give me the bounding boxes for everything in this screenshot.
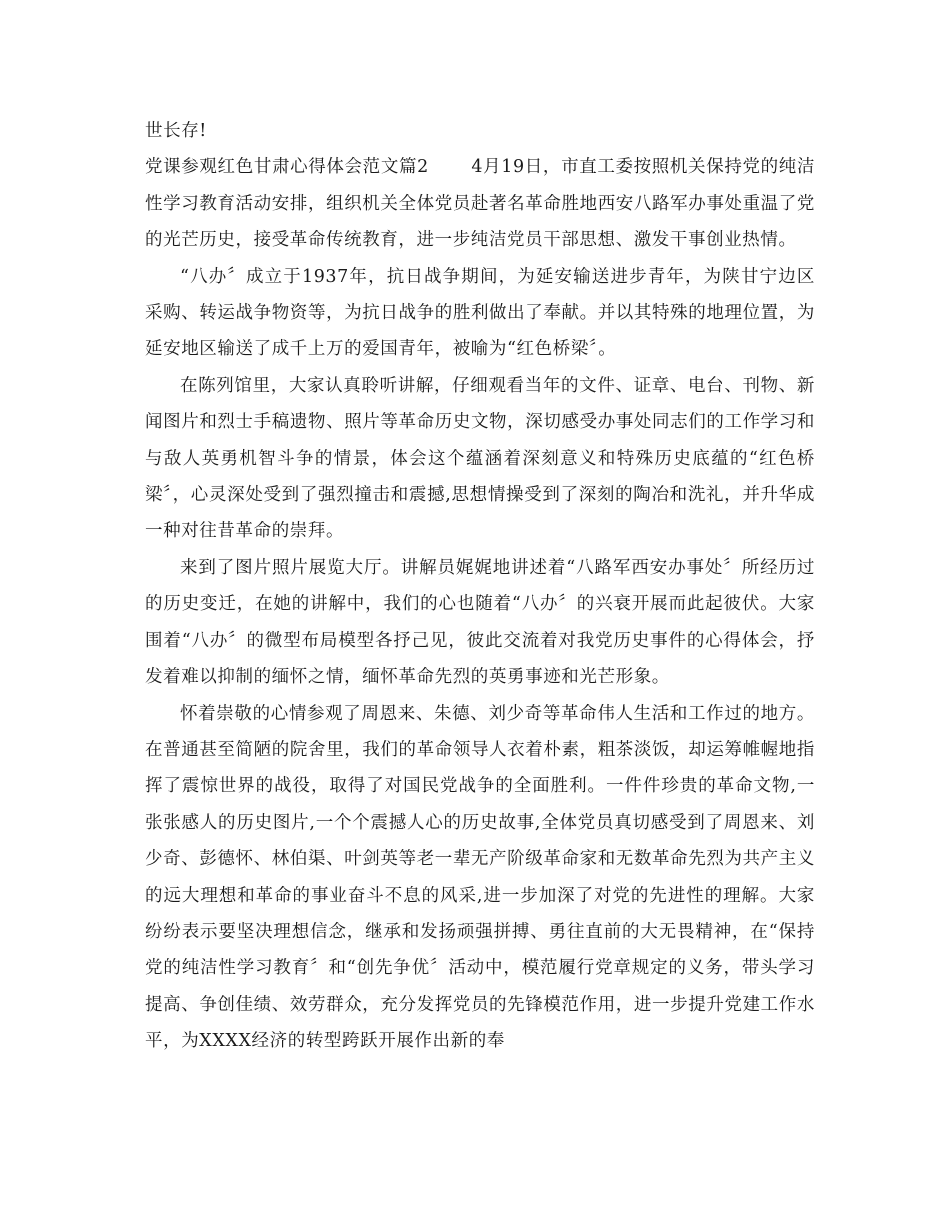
paragraph-baban-history: “八办〞成立于1937年，抗日战争期间，为延安输送进步青年，为陕甘宁边区采购、转运战争物资等，为抗日战争的胜利做出了奉献。并以其特殊的地理位置，为延安地区输送了成千上万的爱国青年，被喻为“红色桥梁〞。 <box>145 266 815 360</box>
paragraph-leaders-residence: 怀着崇敬的心情参观了周恩来、朱德、刘少奇等革命伟人生活和工作过的地方。在普通甚至简陋的院舍里，我们的革命领导人衣着朴素，粗茶淡饭，却运筹帷幄地指挥了震惊世界的战役，取得了对国民党战争的全面胜利。一件件珍贵的革命文物,一张张感人的历史图片,一个个震撼人心的历史故事,全体党员真切感受到了周恩来、刘少奇、彭德怀、林伯渠、叶剑英等老一辈无产阶级革命家和无数革命先烈为共产主义的远大理想和革命的事业奋斗不息的风采,进一步加深了对党的先进性的理解。大家纷纷表示要坚决理想信念，继承和发扬顽强拼搏、勇往直前的大无畏精神，在“保持党的纯洁性学习教育〞和“创先争优〞活动中，模范履行党章规定的义务，带头学习提高、争创佳绩、效劳群众，充分发挥党员的先锋模范作用，进一步提升党建工作水平，为XXXX经济的转型跨跃开展作出新的奉 <box>145 703 815 1052</box>
document-body <box>145 113 815 1060</box>
paragraph-title-intro: 党课参观红色甘肃心得体会范文篇2 4月19日，市直工委按照机关保持党的纯洁性学习教育活动安排，组织机关全体党员赴著名革命胜地西安八路军办事处重温了党的光芒历史，接受革命传统教育，进一步纯洁党员干部思想、激发干事创业热情。 <box>145 157 815 251</box>
paragraph-continuation: 世长存! <box>145 121 207 141</box>
paragraph-photo-gallery: 来到了图片照片展览大厅。讲解员娓娓地讲述着“八路军西安办事处〞所经历过的历史变迁，在她的讲解中，我们的心也随着“八办〞的兴衰开展而此起彼伏。大家围着“八办〞的微型布局模型各抒己见，彼此交流着对我党历史事件的心得体会，抒发着难以抑制的缅怀之情，缅怀革命先烈的英勇事迹和光芒形象。 <box>145 557 815 688</box>
paragraph-exhibition-hall: 在陈列馆里，大家认真聆听讲解，仔细观看当年的文件、证章、电台、刊物、新闻图片和烈士手稿遗物、照片等革命历史文物，深切感受办事处同志们的工作学习和与敌人英勇机智斗争的情景，体会这个蕴涵着深刻意义和特殊历史底蕴的“红色桥梁〞，心灵深处受到了强烈撞击和震撼,思想情操受到了深刻的陶冶和洗礼，并升华成一种对往昔革命的崇拜。 <box>145 375 815 542</box>
